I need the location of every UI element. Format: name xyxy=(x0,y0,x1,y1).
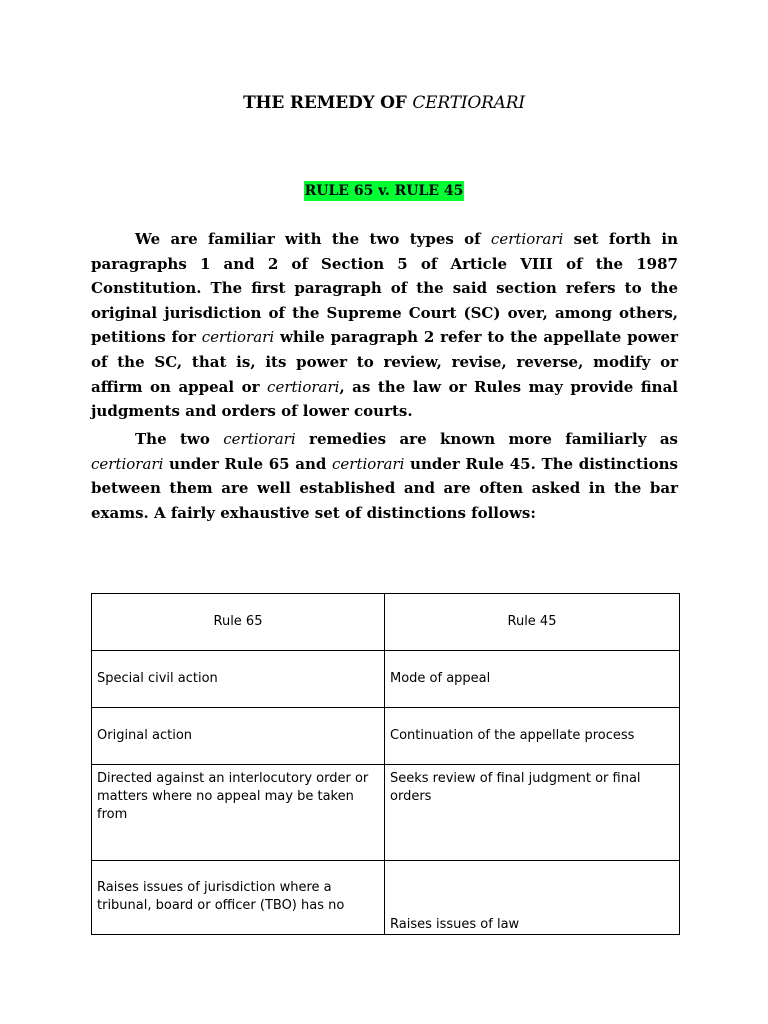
p2-italic-1: certiorari xyxy=(223,430,296,448)
table-header-row xyxy=(92,594,680,651)
p1-text-4: , as the law or Rules may provide final judgments and orders of lower courts. xyxy=(91,377,678,421)
table-cell: Directed against an interlocutory order or matters where no appeal may be taken from xyxy=(92,765,385,861)
table-cell: Original action xyxy=(92,708,385,765)
p1-italic-1: certiorari xyxy=(490,230,564,248)
p2-text-4: under Rule 45. The distinctions between them are well established and are often asked in the bar exams. A fairly exhaustive set of distinctions follows: xyxy=(91,454,678,522)
title-italic-text: CERTIORARI xyxy=(412,93,525,113)
p1-text-2: set forth in paragraphs 1 and 2 of Section 5 of Article VIII of the 1987 Constitution. The first paragraph of the said section refers to the original jurisdiction of the Supreme Court (SC) over, among others, petitions for xyxy=(91,230,678,347)
section-subheading xyxy=(0,183,768,199)
p2-text-3: under Rule 65 and xyxy=(163,454,332,473)
table-row xyxy=(92,861,680,935)
header-cell-rule-65: Rule 65 xyxy=(92,594,385,651)
table-cell: Continuation of the appellate process xyxy=(385,708,680,765)
p1-text-1: We are familiar with the two types of xyxy=(135,230,491,248)
p2-italic-2: certiorari xyxy=(91,454,164,473)
document-title xyxy=(0,93,768,113)
distinctions-table xyxy=(91,593,680,935)
p2-italic-3: certiorari xyxy=(332,454,405,473)
title-text: THE REMEDY OF xyxy=(243,93,413,113)
paragraph-2 xyxy=(91,427,678,525)
table-row xyxy=(92,765,680,861)
table-cell: Special civil action xyxy=(92,651,385,708)
p1-italic-2: certiorari xyxy=(201,328,275,347)
p2-text-2: remedies are known more familiarly as xyxy=(295,430,678,448)
table-cell: Mode of appeal xyxy=(385,651,680,708)
table-cell: Raises issues of jurisdiction where a tribunal, board or officer (TBO) has no xyxy=(92,861,385,935)
table-cell: Raises issues of law xyxy=(385,861,680,935)
table-row xyxy=(92,708,680,765)
table-row xyxy=(92,651,680,708)
paragraph-1 xyxy=(91,227,678,424)
header-cell-rule-45: Rule 45 xyxy=(385,594,680,651)
p1-italic-3: certiorari xyxy=(267,377,340,396)
table-cell: Seeks review of final judgment or final orders xyxy=(385,765,680,861)
p1-text-3: while paragraph 2 refer to the appellate power of the SC, that is, its power to review, revise, reverse, modify or affirm on appeal or xyxy=(91,328,678,396)
p2-text-1: The two xyxy=(135,430,224,448)
highlighted-subheading: RULE 65 v. RULE 45 xyxy=(304,183,464,199)
